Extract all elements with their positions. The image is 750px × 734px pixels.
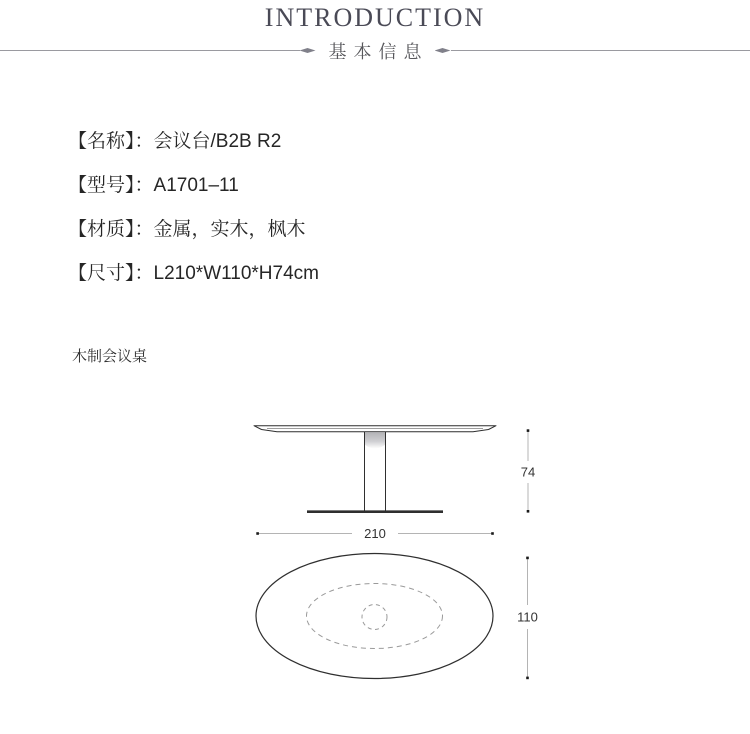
- spec-separator: ：: [134, 263, 154, 284]
- spec-row-name: [68, 129, 319, 155]
- spec-value: L210*W110*H74cm: [153, 263, 319, 284]
- width-dimension: [256, 526, 494, 541]
- spec-row-model: [68, 173, 319, 199]
- spec-row-size: [68, 261, 319, 287]
- spec-list: [68, 129, 319, 287]
- side-view-drawing: [254, 426, 535, 541]
- diamond-ornament-right: [435, 48, 451, 53]
- spec-value: 会议台/B2B R2: [153, 131, 282, 152]
- top-view-drawing: [256, 554, 538, 680]
- width-dimension-label: 210: [364, 526, 386, 541]
- product-note: 木制会议桌: [72, 348, 148, 365]
- spec-value: 金属，实木，枫木: [153, 219, 306, 240]
- depth-dimension: [517, 557, 538, 680]
- ornament-line-right: [451, 50, 750, 51]
- subtitle-banner: [0, 40, 750, 61]
- spec-separator: ：: [134, 131, 154, 152]
- height-dimension-label: 74: [520, 464, 536, 480]
- spec-label: 【型号】: [68, 175, 135, 196]
- spec-row-material: [68, 217, 319, 243]
- tabletop-outline: [256, 554, 493, 679]
- height-dimension: [521, 429, 535, 512]
- section-subtitle: 基本信息: [328, 41, 429, 62]
- pedestal-shade: [365, 432, 385, 448]
- diamond-ornament-left: [300, 48, 316, 53]
- spec-label: 【材质】: [68, 219, 135, 240]
- spec-label: 【名称】: [68, 131, 135, 152]
- ornament-line-left: [0, 50, 300, 51]
- spec-label: 【尺寸】: [68, 263, 135, 284]
- page-title: INTRODUCTION: [264, 3, 486, 32]
- spec-separator: ：: [134, 219, 154, 240]
- technical-drawings: [0, 408, 750, 708]
- depth-dimension-label: 110: [517, 609, 538, 625]
- spec-value: A1701–11: [153, 175, 239, 196]
- spec-separator: ：: [134, 175, 154, 196]
